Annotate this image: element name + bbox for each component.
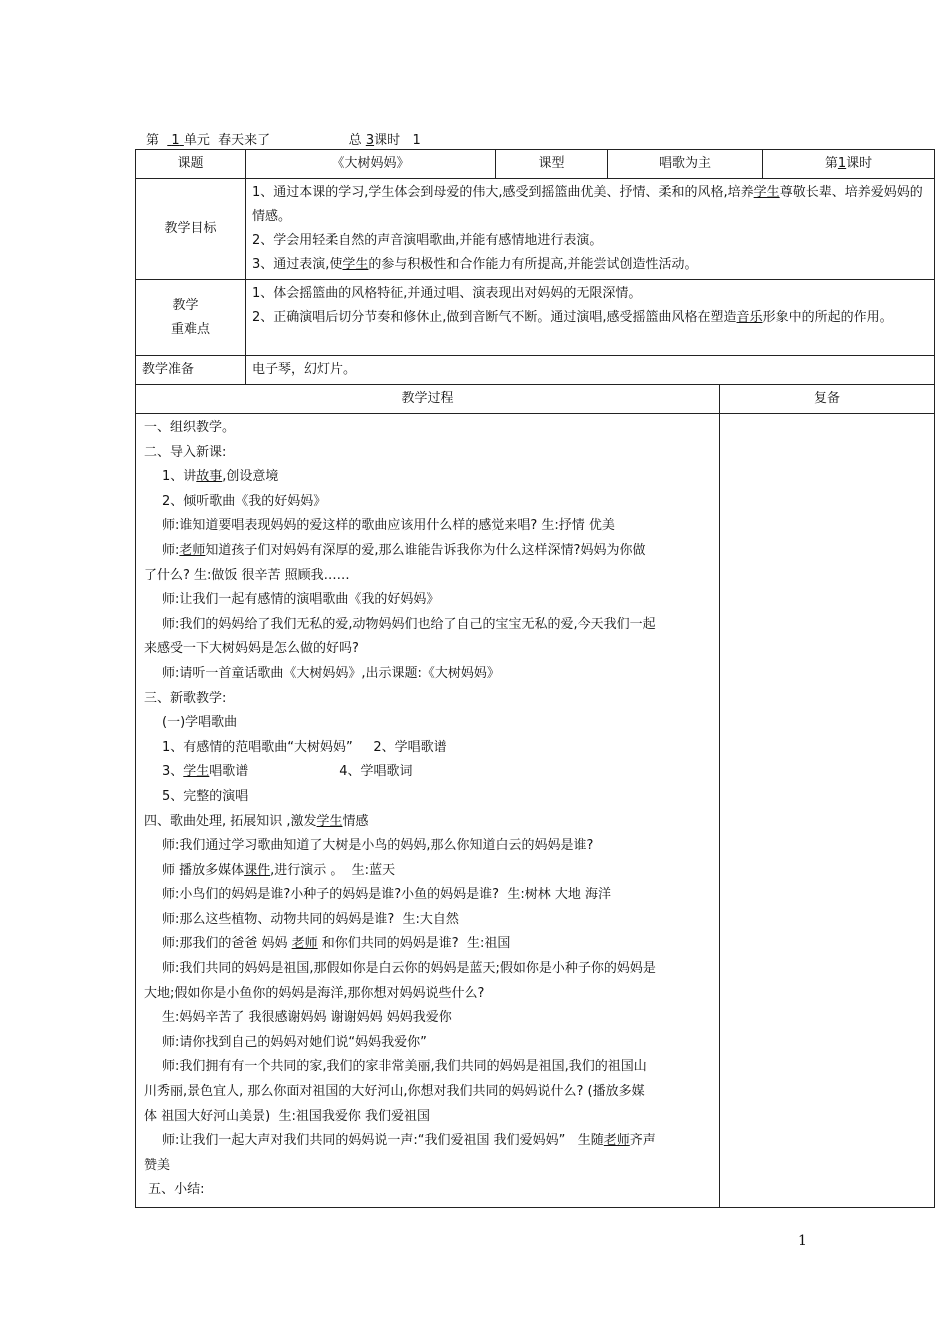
process-body-row [136, 414, 935, 1208]
process-line: 大地;假如你是小鱼你的妈妈是海洋,那你想对妈妈说些什么? [144, 985, 485, 1001]
process-line: 5、完整的演唱 [162, 788, 249, 804]
review-heading: 复备 [720, 385, 935, 414]
prep-value: 电子琴，幻灯片。 [246, 356, 935, 385]
process-heading: 教学过程 [136, 385, 720, 414]
process-line: 师:那么这些植物、动物共同的妈妈是谁? 生:大自然 [162, 911, 459, 927]
type-label: 课型 [496, 150, 608, 179]
process-line: 师:请听一首童话歌曲《大树妈妈》,出示课题:《大树妈妈》 [162, 665, 500, 681]
unit-title: 春天来了 [218, 133, 271, 148]
unit-number: 1 [171, 133, 180, 148]
process-line: 四、歌曲处理, 拓展知识 ,激发学生情感 [144, 813, 369, 829]
process-line: 来感受一下大树妈妈是怎么做的好吗? [144, 641, 359, 657]
goal-item: 3、通过表演,使学生的参与积极性和合作能力有所提高,并能尝试创造性活动。 [252, 257, 698, 272]
goals-content [246, 179, 935, 280]
unit-prefix: 第 [146, 133, 160, 148]
process-line: 师:我们的妈妈给了我们无私的爱,动物妈妈们也给了自己的宝宝无私的爱,今天我们一起 [162, 616, 656, 632]
process-line: 师:让我们一起大声对我们共同的妈妈说一声:“我们爱祖国 我们爱妈妈” 生随老师齐声 [162, 1133, 656, 1149]
process-line: 1、有感情的范唱歌曲“大树妈妈” 2、学唱歌谱 [162, 739, 447, 755]
process-header-row [136, 385, 935, 414]
page-number: 1 [798, 1233, 807, 1249]
process-line: 3、学生唱歌谱 4、学唱歌词 [162, 764, 413, 780]
process-line: 师:我们拥有有一个共同的家,我们的家非常美丽,我们共同的妈妈是祖国,我们的祖国山 [162, 1059, 647, 1075]
header-tail: 1 [412, 133, 421, 148]
type-value: 唱歌为主 [608, 150, 763, 179]
process-line: 2、倾听歌曲《我的好妈妈》 [162, 493, 327, 509]
review-content [720, 414, 935, 1208]
lesson-header [146, 129, 421, 148]
process-line: 师:那我们的爸爸 妈妈 老师 和你们共同的妈妈是谁? 生:祖国 [162, 936, 511, 952]
process-line: 师:我们共同的妈妈是祖国,那假如你是白云你的妈妈是蓝天;假如你是小种子你的妈妈是 [162, 961, 656, 977]
info-row [136, 150, 935, 179]
goal-item: 1、通过本课的学习,学生体会到母爱的伟大,感受到摇篮曲优美、抒情、柔和的风格,培养学生尊敬长辈、培养爱妈妈的情感。 [252, 185, 923, 224]
period-value: 第1课时 [763, 150, 935, 179]
key-point-item: 2、正确演唱后切分节奏和修休止,做到音断气不断。通过演唱,感受摇篮曲风格在塑造音乐形象中的所起的作用。 [252, 310, 893, 325]
prep-label: 教学准备 [136, 356, 246, 385]
topic-label: 课题 [136, 150, 246, 179]
process-line: 生:妈妈辛苦了 我很感谢妈妈 谢谢妈妈 妈妈我爱你 [162, 1010, 452, 1026]
goal-item: 2、学会用轻柔自然的声音演唱歌曲,并能有感情地进行表演。 [252, 233, 603, 248]
key-points-label: 教学 重难点 [136, 280, 246, 356]
goals-label: 教学目标 [136, 179, 246, 280]
process-line: 赞美 [144, 1157, 171, 1173]
process-line: 师:老师知道孩子们对妈妈有深厚的爱,那么谁能告诉我你为什么这样深情?妈妈为你做 [162, 542, 646, 558]
process-line: 体 祖国大好河山美景) 生:祖国我爱你 我们爱祖国 [144, 1108, 430, 1124]
process-line: 师 播放多媒体课件,进行演示 。 生:蓝天 [162, 862, 396, 878]
process-line: 川秀丽,景色宜人, 那么你面对祖国的大好河山,你想对我们共同的妈妈说什么? (播放多媒 [144, 1084, 645, 1100]
process-line: 师:请你找到自己的妈妈对她们说“妈妈我爱你” [162, 1034, 427, 1050]
key-points-row [136, 280, 935, 356]
process-line: 二、导入新课: [144, 444, 227, 460]
process-line: 师:小鸟们的妈妈是谁?小种子的妈妈是谁?小鱼的妈妈是谁? 生:树林 大地 海洋 [162, 887, 611, 903]
process-line: 一、组织教学。 [144, 420, 236, 435]
process-line: 了什么? 生:做饭 很辛苦 照顾我…… [144, 567, 350, 583]
process-line: (一)学唱歌曲 [162, 715, 238, 731]
prep-row [136, 356, 935, 385]
topic-value: 《大树妈妈》 [246, 150, 496, 179]
unit-suffix: 单元 [183, 133, 210, 148]
process-line: 师:让我们一起有感情的演唱歌曲《我的好妈妈》 [162, 592, 440, 608]
process-content [136, 414, 720, 1208]
total-number: 3 [365, 133, 375, 148]
key-point-item: 1、体会摇篮曲的风格特征,并通过唱、演表现出对妈妈的无限深情。 [252, 286, 642, 301]
lesson-plan-table [135, 149, 935, 1208]
process-line: 师:谁知道要唱表现妈妈的爱这样的歌曲应该用什么样的感觉来唱? 生:抒情 优美 [162, 518, 615, 534]
total-suffix: 课时 [374, 133, 401, 148]
process-line: 师:我们通过学习歌曲知道了大树是小鸟的妈妈,那么你知道白云的妈妈是谁? [162, 838, 594, 854]
key-points-content [246, 280, 935, 356]
goals-row [136, 179, 935, 280]
process-line: 1、讲故事,创设意境 [162, 469, 279, 485]
process-line: 三、新歌教学: [144, 690, 227, 706]
total-prefix: 总 [348, 133, 362, 148]
process-line: 五、小结: [144, 1182, 205, 1198]
